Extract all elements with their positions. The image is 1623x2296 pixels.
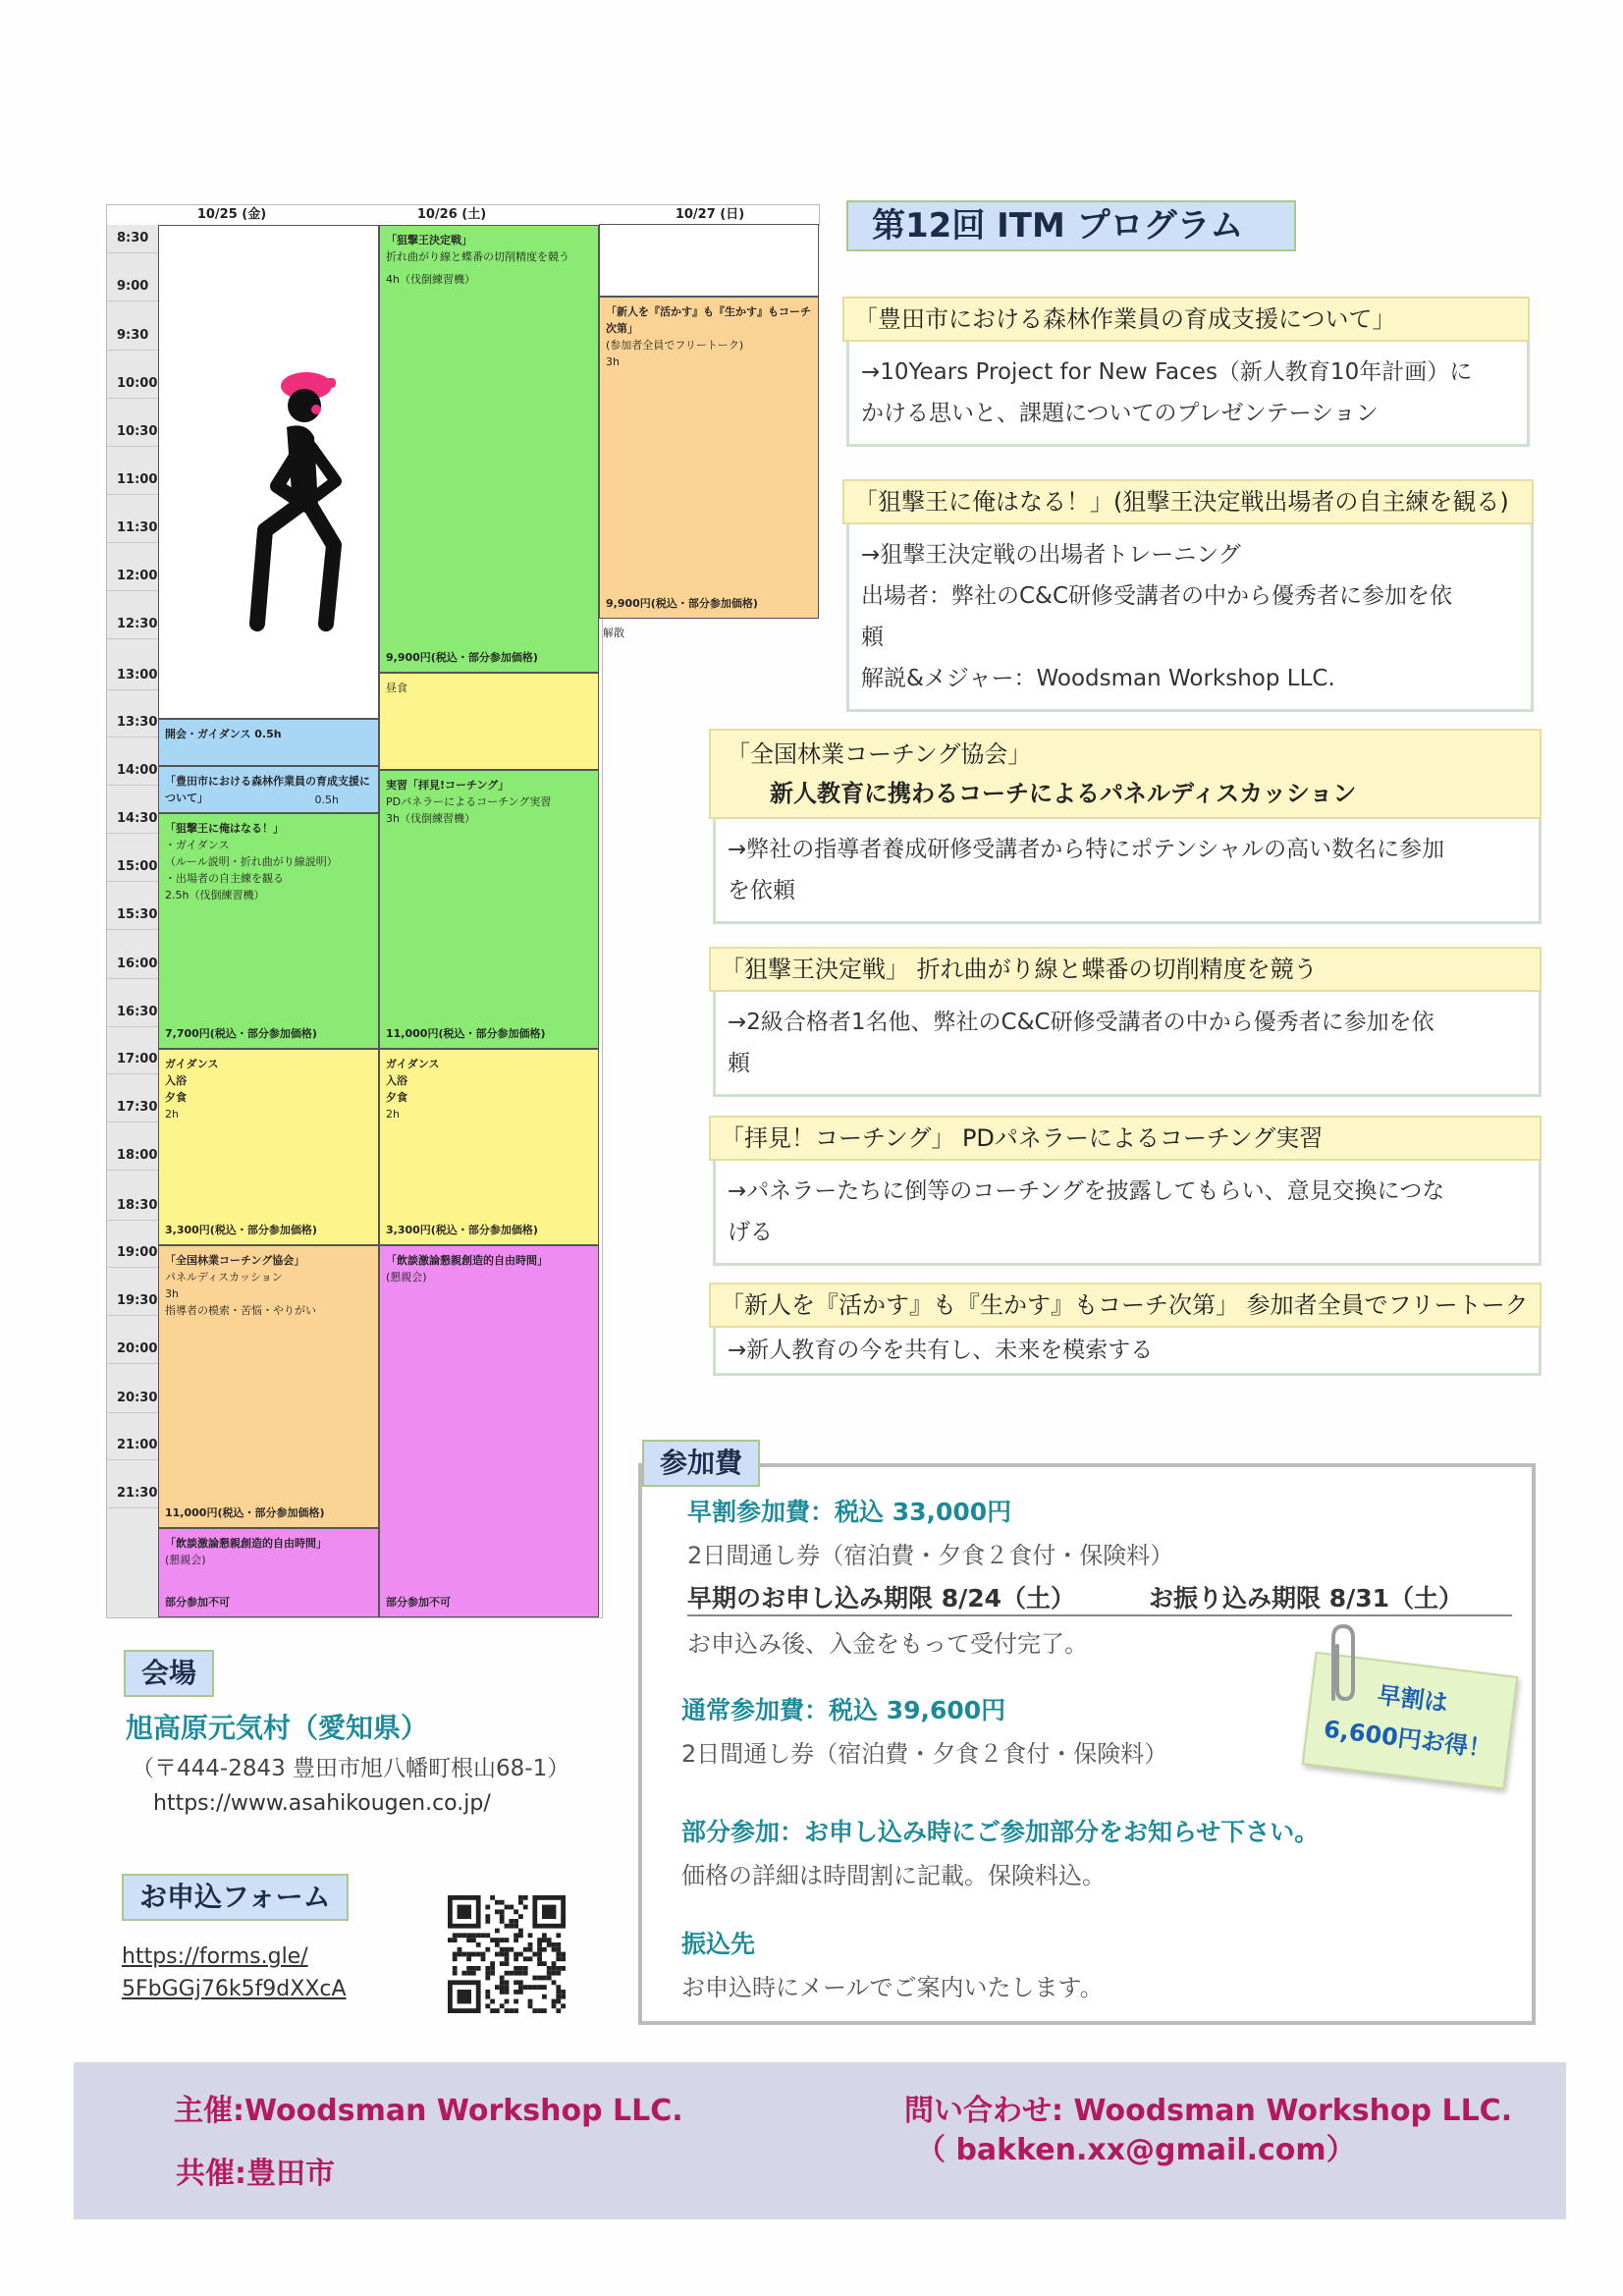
time-label: 18:00 xyxy=(117,1148,158,1163)
partial-fee: 部分参加：お申し込み時にご参加部分をお知らせ下さい。 xyxy=(681,1818,1320,1846)
day3-free-block xyxy=(599,224,819,297)
discount-sticky: 早割は 6,600円お得！ xyxy=(1302,1652,1519,1789)
time-column xyxy=(107,225,159,1617)
time-label: 17:00 xyxy=(117,1052,158,1066)
day2-block-evening: ガイダンス 入浴 夕食 2h 3,300円(税込・部分参加価格) xyxy=(379,1049,599,1245)
time-label: 19:00 xyxy=(117,1245,158,1260)
time-gridline xyxy=(107,1026,158,1027)
time-label: 21:00 xyxy=(117,1438,158,1452)
footer xyxy=(74,2062,1566,2219)
schedule-table xyxy=(106,204,603,1618)
time-gridline xyxy=(107,398,158,399)
day1-block-sniper: 「狙撃王に俺はなる！」 ・ガイダンス （ルール説明・折れ曲がり線説明） ・出場者の自主練を観る 2.5h（伐倒練習機） 7,700円(税込・部分参加価格) xyxy=(158,813,379,1049)
time-label: 14:30 xyxy=(117,811,158,826)
program-title: 第12回 ITM プログラム xyxy=(846,200,1296,251)
time-label: 20:30 xyxy=(117,1391,158,1405)
day2-lunch: 昼食 xyxy=(379,673,599,770)
time-label: 16:00 xyxy=(117,957,158,971)
host: 主催:Woodsman Workshop LLC. xyxy=(174,2094,683,2128)
time-label: 11:00 xyxy=(117,472,158,487)
time-label: 21:30 xyxy=(117,1486,158,1501)
paperclip-icon xyxy=(1316,1620,1365,1709)
venue-url[interactable]: https://www.asahikougen.co.jp/ xyxy=(153,1791,491,1816)
program-item-5: 「拝見！コーチング」 PDパネラーによるコーチング実習 →パネラーたちに倒等のコーチングを披露してもらい、意見交換につな げる xyxy=(709,1116,1542,1266)
time-gridline xyxy=(107,350,158,351)
time-gridline xyxy=(107,590,158,591)
time-gridline xyxy=(107,929,158,930)
program-item-4: 「狙撃王決定戦」 折れ曲がり線と蝶番の切削精度を競う →2級合格者1名他、弊社のC&C研修受講者の中から優秀者に参加を依 頼 xyxy=(709,947,1542,1097)
day1-block-talk: 「豊田市における森林作業員の育成支援について」 0.5h xyxy=(158,766,379,813)
early-deadline: 早期のお申し込み期限 8/24（土） xyxy=(687,1584,1076,1613)
venue-tag: 会場 xyxy=(124,1650,214,1697)
time-label: 9:00 xyxy=(117,279,149,294)
program-item-1: 「豊田市における森林作業員の育成支援について」 →10Years Project for New Faces（新人教育10年計画）に かける思いと、課題についてのプレゼンテーション xyxy=(842,297,1530,447)
time-gridline xyxy=(107,689,158,690)
program-item-6: 「新人を『活かす』も『生かす』もコーチ次第」 参加者全員でフリートーク →新人教育の今を共有し、未来を模索する xyxy=(709,1283,1542,1376)
form-tag: お申込フォーム xyxy=(122,1874,349,1921)
time-gridline xyxy=(107,446,158,447)
bank-heading: 振込先 xyxy=(681,1930,756,1958)
day-header: 10/26 (土) xyxy=(416,207,487,222)
time-label: 12:00 xyxy=(117,569,158,583)
time-gridline xyxy=(107,785,158,786)
time-gridline xyxy=(107,542,158,543)
time-gridline xyxy=(107,494,158,495)
time-gridline xyxy=(107,833,158,834)
early-fee: 早割参加費：税込 33,000円 xyxy=(687,1498,1012,1526)
day-header: 10/27 (日) xyxy=(601,204,820,226)
runner-illustration xyxy=(208,358,379,653)
day1-free-block xyxy=(158,225,379,719)
time-label: 13:30 xyxy=(117,715,158,730)
day2-block-sniper-final: 「狙撃王決定戦」 折れ曲がり線と蝶番の切削精度を競う 4h（伐倒練習機） 9,900円(税込・部分参加価格) xyxy=(379,225,599,673)
qr-code-icon[interactable] xyxy=(448,1895,566,2013)
time-label: 9:30 xyxy=(117,328,149,343)
time-label: 20:00 xyxy=(117,1341,158,1356)
time-label: 11:30 xyxy=(117,520,158,535)
time-label: 10:00 xyxy=(117,376,158,391)
time-gridline xyxy=(107,252,158,253)
time-gridline xyxy=(107,1315,158,1316)
contact: 問い合わせ: Woodsman Workshop LLC. xyxy=(904,2094,1513,2128)
form-link[interactable]: https://forms.gle/ 5FbGGj76k5f9dXXcA xyxy=(122,1944,347,2001)
day2-block-coaching: 実習「拝見!コーチング」 PDパネラーによるコーチング実習 3h（伐倒練習機） 11,000円(税込・部分参加価格) xyxy=(379,770,599,1049)
time-gridline xyxy=(107,881,158,882)
time-label: 14:00 xyxy=(117,763,158,778)
time-label: 15:00 xyxy=(117,859,158,874)
day1-opening: 開会・ガイダンス 0.5h xyxy=(158,719,379,766)
time-gridline xyxy=(107,1220,158,1221)
fees-box: 早割参加費：税込 33,000円 2日間通し券（宿泊費・夕食２食付・保険料） 早期のお申し込み期限 8/24（土） お振り込み期限 8/31（土） お申込み後、入金をもって受付完了。 通常参加費：税込 39,600円 2日間通し券（宿泊費・夕食２食付・保険料） 部分参加：お申し込み時にご参加部分をお知らせ下さい。 価格の詳細は時間割に記載。保険料込。 振込先 お申込時にメールでご案内いたします。 xyxy=(638,1463,1536,2025)
contact-email[interactable]: （ bakken.xx@gmail.com） xyxy=(916,2133,1356,2167)
time-gridline xyxy=(107,1459,158,1460)
fees-tag: 参加費 xyxy=(642,1440,760,1487)
time-gridline xyxy=(107,1412,158,1413)
time-label: 16:30 xyxy=(117,1005,158,1019)
time-gridline xyxy=(107,1170,158,1171)
time-gridline xyxy=(107,1507,158,1508)
program-item-2: 「狙撃王に俺はなる！」(狙撃王決定戦出場者の自主練を観る) →狙撃王決定戦の出場者トレーニング 出場者：弊社のC&C研修受講者の中から優秀者に参加を依 頼 解説&メジャー：Woodsman Workshop LLC. xyxy=(842,479,1534,712)
time-gridline xyxy=(107,1267,158,1268)
time-gridline xyxy=(107,1363,158,1364)
payment-deadline: お振り込み期限 8/31（土） xyxy=(1149,1584,1464,1613)
day1-block-social: 「飲談激論懇親創造的自由時間」 (懇親会) 部分参加不可 xyxy=(158,1528,379,1617)
time-label: 15:30 xyxy=(117,907,158,922)
venue-address: （〒444-2843 豊田市旭八幡町根山68-1） xyxy=(132,1756,570,1781)
time-label: 17:30 xyxy=(117,1100,158,1115)
time-gridline xyxy=(107,737,158,738)
day1-block-evening: ガイダンス 入浴 夕食 2h 3,300円(税込・部分参加価格) xyxy=(158,1049,379,1245)
time-label: 10:30 xyxy=(117,424,158,439)
time-gridline xyxy=(107,1073,158,1074)
cohost: 共催:豊田市 xyxy=(176,2157,335,2191)
day3-block-freetalk: 「新人を『活かす』も『生かす』もコーチ次第」 (参加者全員でフリートーク) 3h 9,900円(税込・部分参加価格) xyxy=(599,297,819,619)
day3-dismiss: 解散 xyxy=(603,627,624,639)
day2-block-social: 「飲談激論懇親創造的自由時間」 (懇親会) 部分参加不可 xyxy=(379,1245,599,1617)
time-gridline xyxy=(107,978,158,979)
time-gridline xyxy=(107,1121,158,1122)
time-label: 18:30 xyxy=(117,1198,158,1213)
program-item-3: 「全国林業コーチング協会」 新人教育に携わるコーチによるパネルディスカッション →弊社の指導者養成研修受講者から特にポテンシャルの高い数名に参加 を依頼 xyxy=(709,729,1542,924)
venue-name: 旭高原元気村（愛知県） xyxy=(126,1712,429,1744)
time-label: 12:30 xyxy=(117,617,158,631)
time-label: 13:00 xyxy=(117,668,158,683)
regular-fee: 通常参加費：税込 39,600円 xyxy=(681,1696,1006,1724)
day1-block-panel: 「全国林業コーチング協会」 パネルディスカッション 3h 指導者の模索・苦悩・やりがい 11,000円(税込・部分参加価格) xyxy=(158,1245,379,1528)
time-label: 19:30 xyxy=(117,1293,158,1308)
day-header: 10/25 (金) xyxy=(196,207,267,222)
time-label: 8:30 xyxy=(117,231,149,246)
time-gridline xyxy=(107,638,158,639)
